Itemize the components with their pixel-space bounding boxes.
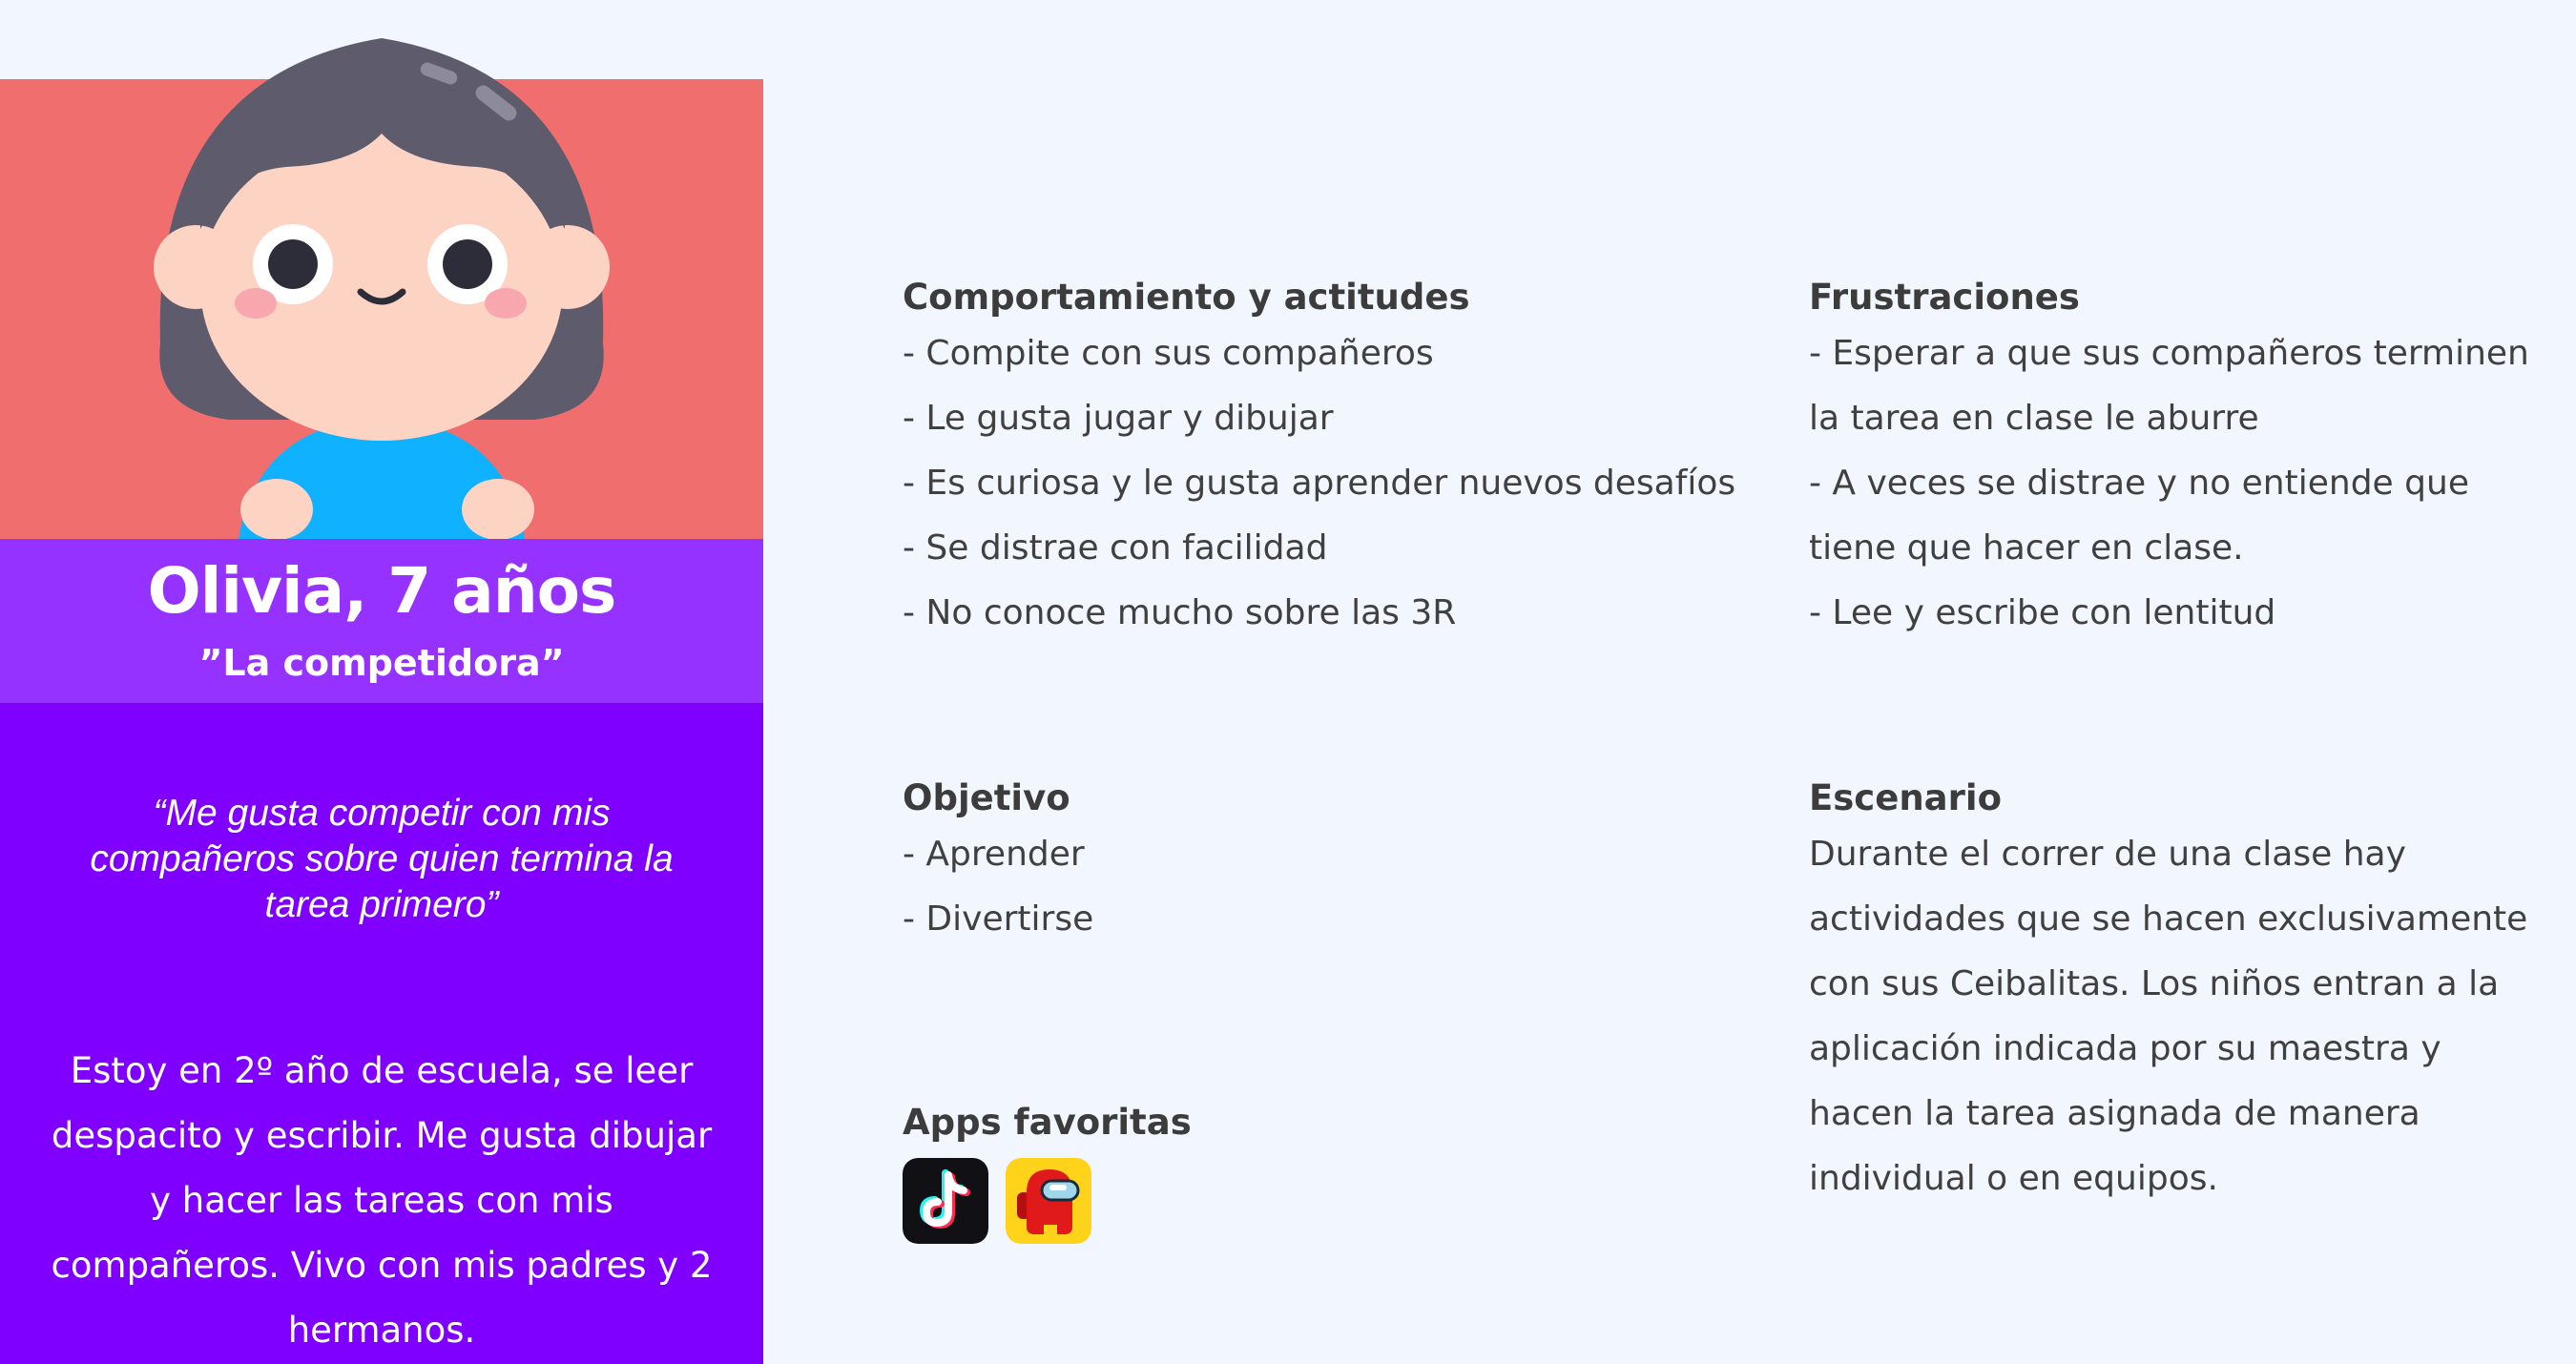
persona-bio: Estoy en 2º año de escuela, se leer despacito y escribir. Me gusta dibujar y hacer las tareas con mis compañeros. Vivo con mis padres y 2 hermanos. — [51, 1050, 713, 1351]
behavior-item: - Se distrae con facilidad — [903, 528, 1328, 568]
scenario-text: Durante el correr de una clase hay actividades que se hacen exclusivamente con sus Ceibalitas. Los niños entran a la aplicación indicada por su maestra y hacen la tarea asignada de manera individual o en equipos. — [1809, 835, 2528, 1198]
behavior-item: - Le gusta jugar y dibujar — [903, 399, 1334, 438]
frustration-item: - Lee y escribe con lentitud — [1809, 593, 2276, 632]
girl-avatar-icon — [0, 0, 763, 539]
frustration-item: - Esperar a que sus compañeros terminen la tarea en clase le aburre — [1809, 334, 2529, 438]
frustrations-title: Frustraciones — [1809, 277, 2080, 318]
persona-name: Olivia, 7 años — [147, 554, 616, 628]
scenario-title: Escenario — [1809, 777, 2002, 818]
behavior-title: Comportamiento y actitudes — [903, 277, 1470, 318]
persona-quote: “Me gusta competir con mis compañeros sobre quien termina la tarea primero” — [90, 793, 674, 925]
frustrations-section — [1809, 274, 2553, 646]
frustration-item: - A veces se distrae y no entiende que tiene que hacer en clase. — [1809, 464, 2469, 568]
persona-nickname: ”La competidora” — [198, 642, 565, 684]
goals-title: Objetivo — [903, 777, 1070, 818]
scenario-section — [1809, 775, 2553, 1211]
goal-item: - Divertirse — [903, 899, 1094, 939]
name-band — [0, 539, 763, 703]
among-us-icon[interactable] — [1006, 1158, 1091, 1244]
goals-section — [903, 775, 1570, 952]
tiktok-icon[interactable] — [903, 1158, 988, 1244]
apps-section — [903, 1099, 1570, 1244]
goal-item: - Aprender — [903, 835, 1085, 874]
apps-title: Apps favoritas — [903, 1102, 1192, 1143]
apps-row — [903, 1158, 1570, 1244]
behavior-item: - Compite con sus compañeros — [903, 334, 1434, 373]
behavior-item: - Es curiosa y le gusta aprender nuevos desafíos — [903, 464, 1736, 503]
behavior-item: - No conoce mucho sobre las 3R — [903, 593, 1457, 632]
persona-card — [0, 0, 763, 1364]
bio-band — [0, 703, 763, 1364]
behavior-section — [903, 274, 1736, 646]
